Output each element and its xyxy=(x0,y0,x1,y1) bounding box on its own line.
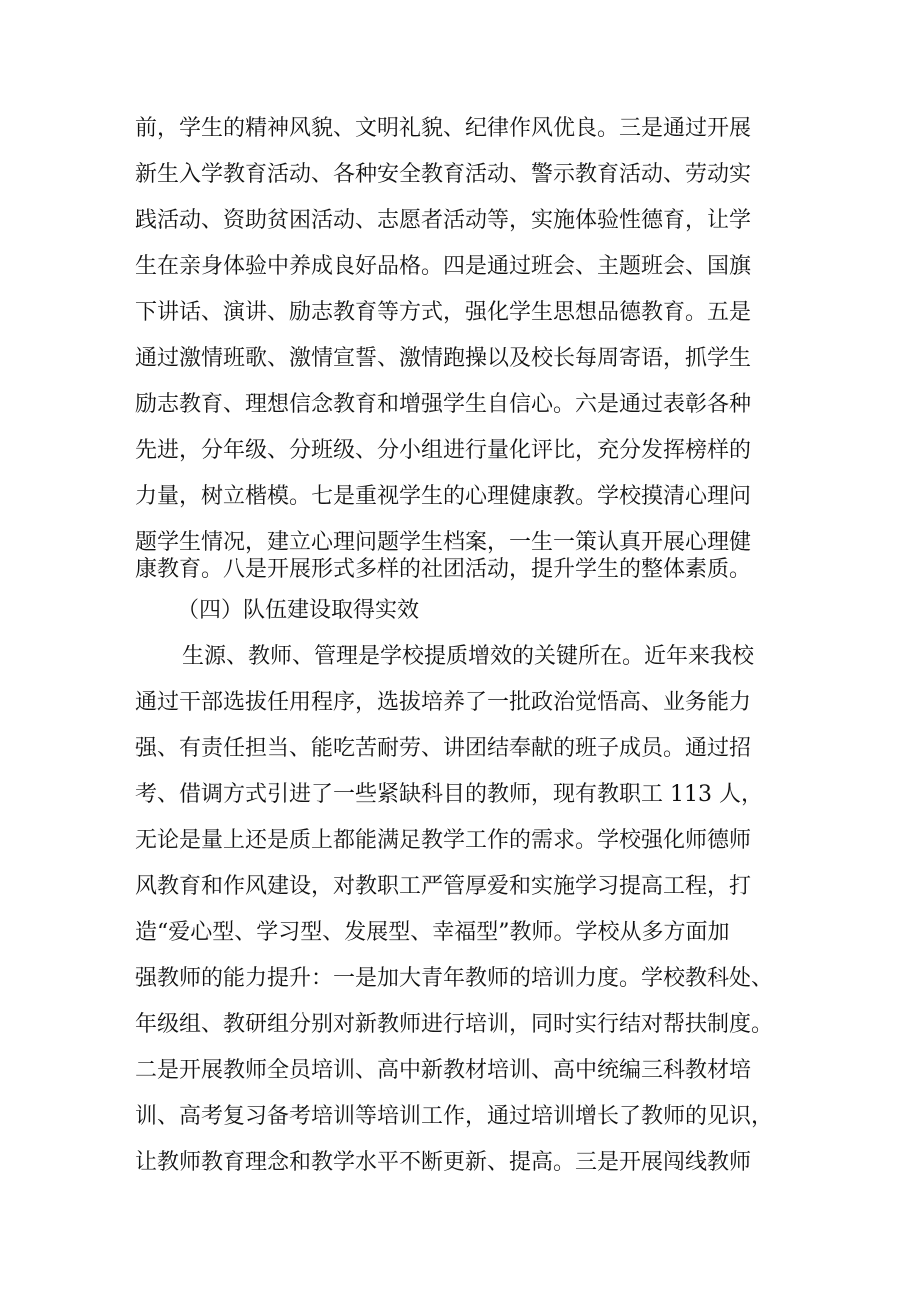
paragraph-2-line-2: 通过干部选拔任用程序，选拔培养了一批政治觉悟高、业务能力 xyxy=(135,690,752,715)
paragraph-1-line-3: 践活动、资助贫困活动、志愿者活动等，实施体验性德育，让学 xyxy=(135,208,752,233)
section-heading: （四）队伍建设取得实效 xyxy=(177,598,420,623)
paragraph-1-line-6: 通过激情班歌、激情宣誓、激情跑操以及校长每周寄语，抓学生 xyxy=(135,346,752,371)
paragraph-1-line-4: 生在亲身体验中养成良好品格。四是通过班会、主题班会、国旗 xyxy=(135,254,752,279)
paragraph-2-line-3: 强、有责任担当、能吃苦耐劳、讲团结奉献的班子成员。通过招 xyxy=(135,736,752,761)
paragraph-1-line-10: 题学生情况，建立心理问题学生档案，一生一策认真开展心理健 xyxy=(135,530,752,555)
paragraph-1-line-2: 新生入学教育活动、各种安全教育活动、警示教育活动、劳动实 xyxy=(135,162,752,187)
paragraph-1-line-7: 励志教育、理想信念教育和增强学生自信心。六是通过表彰各种 xyxy=(135,392,752,417)
paragraph-2-line-7: 造“爱心型、学习型、发展型、幸福型”教师。学校从多方面加 xyxy=(135,920,730,945)
paragraph-1-line-1: 前，学生的精神风貌、文明礼貌、纪律作风优良。三是通过开展 xyxy=(135,116,752,141)
paragraph-2-line-6: 风教育和作风建设，对教职工严管厚爱和实施学习提高工程，打 xyxy=(135,874,752,899)
paragraph-1-line-5: 下讲话、演讲、励志教育等方式，强化学生思想品德教育。五是 xyxy=(135,300,752,325)
paragraph-1-line-11: 康教育。八是开展形式多样的社团活动，提升学生的整体素质。 xyxy=(135,557,752,582)
paragraph-1-line-8: 先进，分年级、分班级、分小组进行量化评比，充分发挥榜样的 xyxy=(135,438,752,463)
paragraph-2-line-4: 考、借调方式引进了一些紧缺科目的教师，现有教职工 113 人， xyxy=(135,782,763,807)
paragraph-2-line-9: 年级组、教研组分别对新教师进行培训，同时实行结对帮扶制度。 xyxy=(135,1012,774,1037)
paragraph-2-line-11: 训、高考复习备考培训等培训工作，通过培训增长了教师的见识， xyxy=(135,1104,774,1129)
paragraph-2-line-8: 强教师的能力提升：一是加大青年教师的培训力度。学校教科处、 xyxy=(135,966,774,991)
paragraph-2-line-1: 生源、教师、管理是学校提质增效的关键所在。近年来我校 xyxy=(182,644,755,669)
paragraph-2-line-12: 让教师教育理念和教学水平不断更新、提高。三是开展闯线教师 xyxy=(135,1150,752,1175)
paragraph-2-line-10: 二是开展教师全员培训、高中新教材培训、高中统编三科教材培 xyxy=(135,1058,752,1083)
paragraph-2-line-5: 无论是量上还是质上都能满足教学工作的需求。学校强化师德师 xyxy=(135,828,752,853)
paragraph-1-line-9: 力量，树立楷模。七是重视学生的心理健康教。学校摸清心理问 xyxy=(135,484,752,509)
